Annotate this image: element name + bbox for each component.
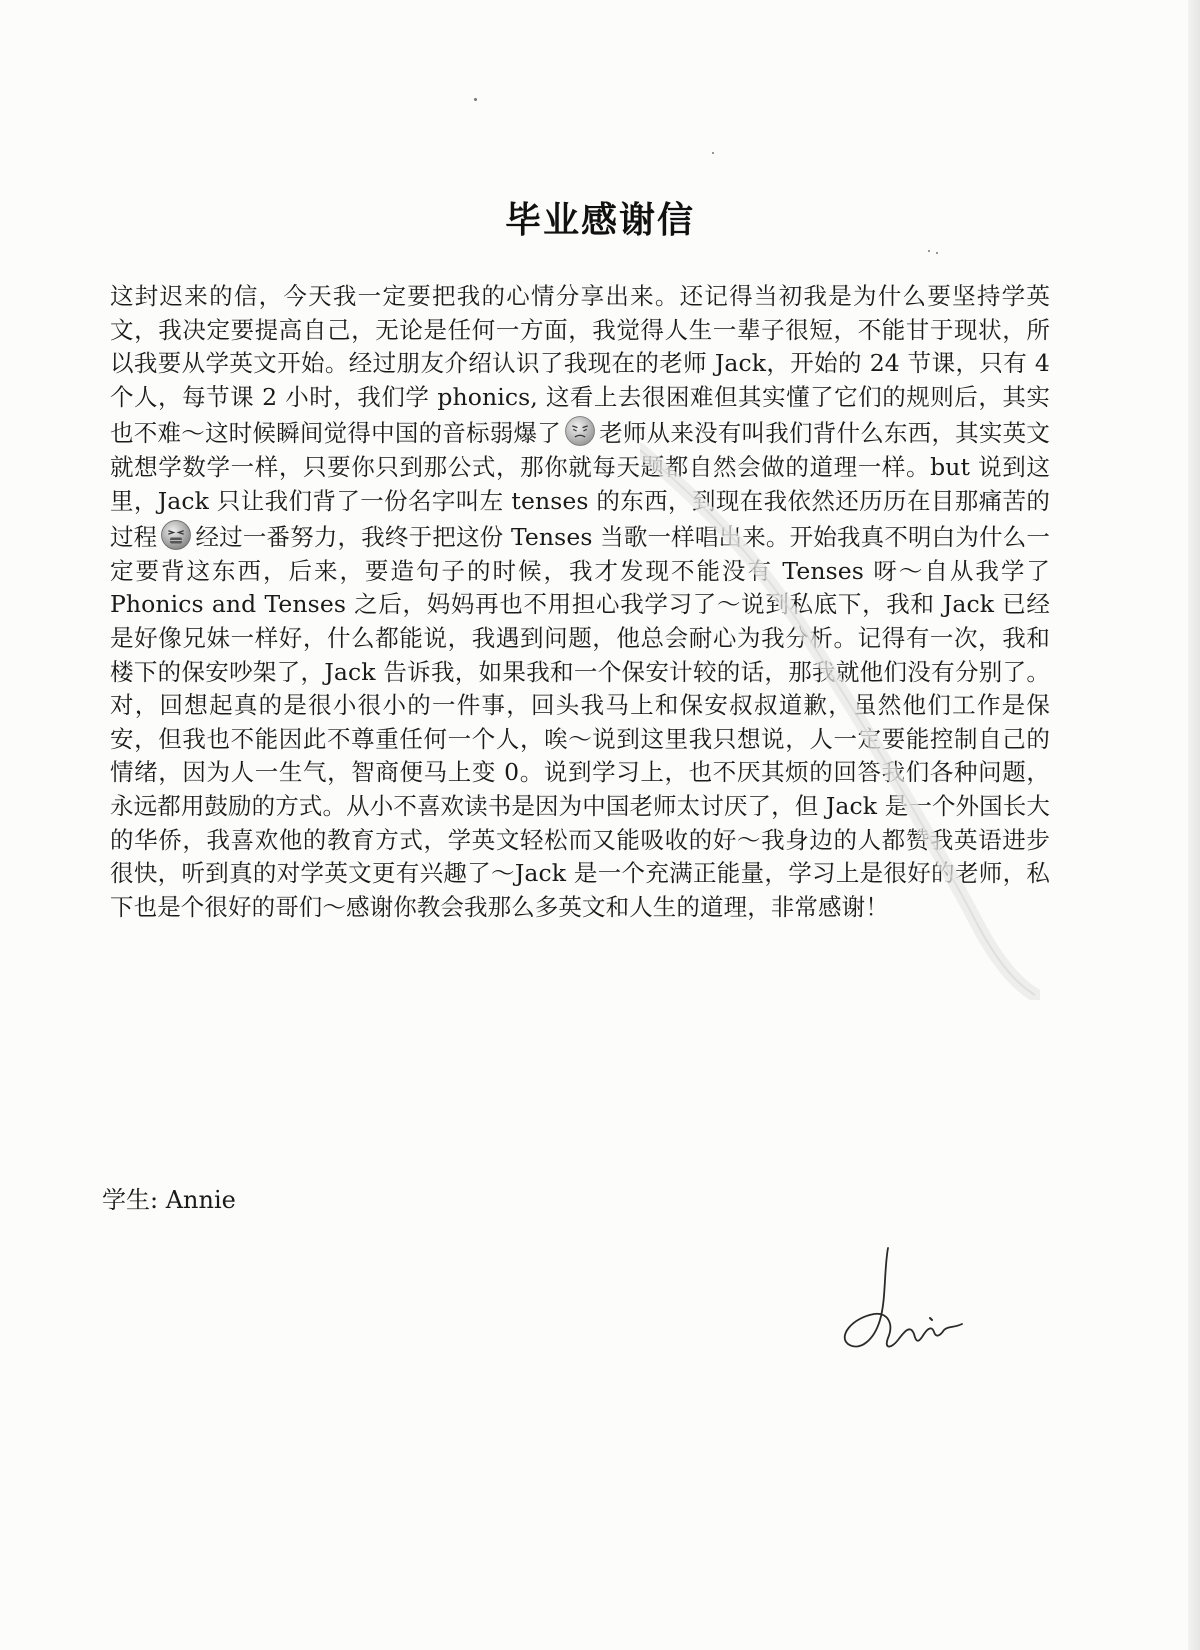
paper-edge: [1188, 0, 1200, 1650]
student-signoff: 学生: Annie: [102, 1186, 236, 1214]
paper-speck: [474, 98, 477, 101]
letter-text-part-2: 老师从来没有叫我们背什么东西，其实英文就想学数学一样，只要你只到那公式，那你就每天题都自然会做的道理一样。but 说到这里，Jack 只让我们背了一份名字叫左 tenses 的东西，到现在我依然还历历在目那痛苦的过程: [110, 419, 1050, 552]
paper-speck: [936, 252, 938, 254]
handwritten-signature: [830, 1240, 1010, 1380]
letter-title: 毕业感谢信: [504, 200, 695, 242]
paper-speck: [712, 152, 714, 154]
angry-face-icon: [563, 414, 597, 448]
crying-face-icon: [159, 518, 193, 552]
letter-body: [110, 280, 1050, 924]
letter-text-part-3: 经过一番努力，我终于把这份 Tenses 当歌一样唱出来。开始我真不明白为什么一定要背这东西，后来，要造句子的时候，我才发现不能没有 Tenses 呀～自从我学了 Phonics and Tenses 之后，妈妈再也不用担心我学习了～说到私底下，我和 Jack 已经是好像兄妹一样好，什么都能说，我遇到问题，他总会耐心为我分析。记得有一次，我和楼下的保安吵架了，Jack 告诉我，如果我和一个保安计较的话，那我就他们没有分别了。对，回想起真的是很小很小的一件事，回头我马上和保安叔叔道歉，虽然他们工作是保安，但我也不能因此不尊重任何一个人，唉～说到这里我只想说，人一定要能控制自己的情绪，因为人一生气，智商便马上变 0。说到学习上，也不厌其烦的回答我们各种问题，永远都用鼓励的方式。从小不喜欢读书是因为中国老师太讨厌了，但 Jack 是一个外国长大的华侨，我喜欢他的教育方式，学英文轻松而又能吸收的好～我身边的人都赞我英语进步很快，听到真的对学英文更有兴趣了～Jack 是一个充满正能量，学习上是很好的老师，私下也是个很好的哥们～感谢你教会我那么多英文和人生的道理，非常感谢！: [110, 523, 1051, 921]
paper-speck: [928, 250, 930, 252]
letter-text-part-1: 这封迟来的信，今天我一定要把我的心情分享出来。还记得当初我是为什么要坚持学英文，我决定要提高自己，无论是任何一方面，我觉得人生一辈子很短，不能甘于现状，所以我要从学英文开始。经过朋友介绍认识了我现在的老师 Jack，开始的 24 节课，只有 4 个人，每节课 2 小时，我们学 phonics, 这看上去很困难但其实懂了它们的规则后，其实也不难～这时候瞬间觉得中国的音标弱爆了: [110, 282, 1050, 448]
